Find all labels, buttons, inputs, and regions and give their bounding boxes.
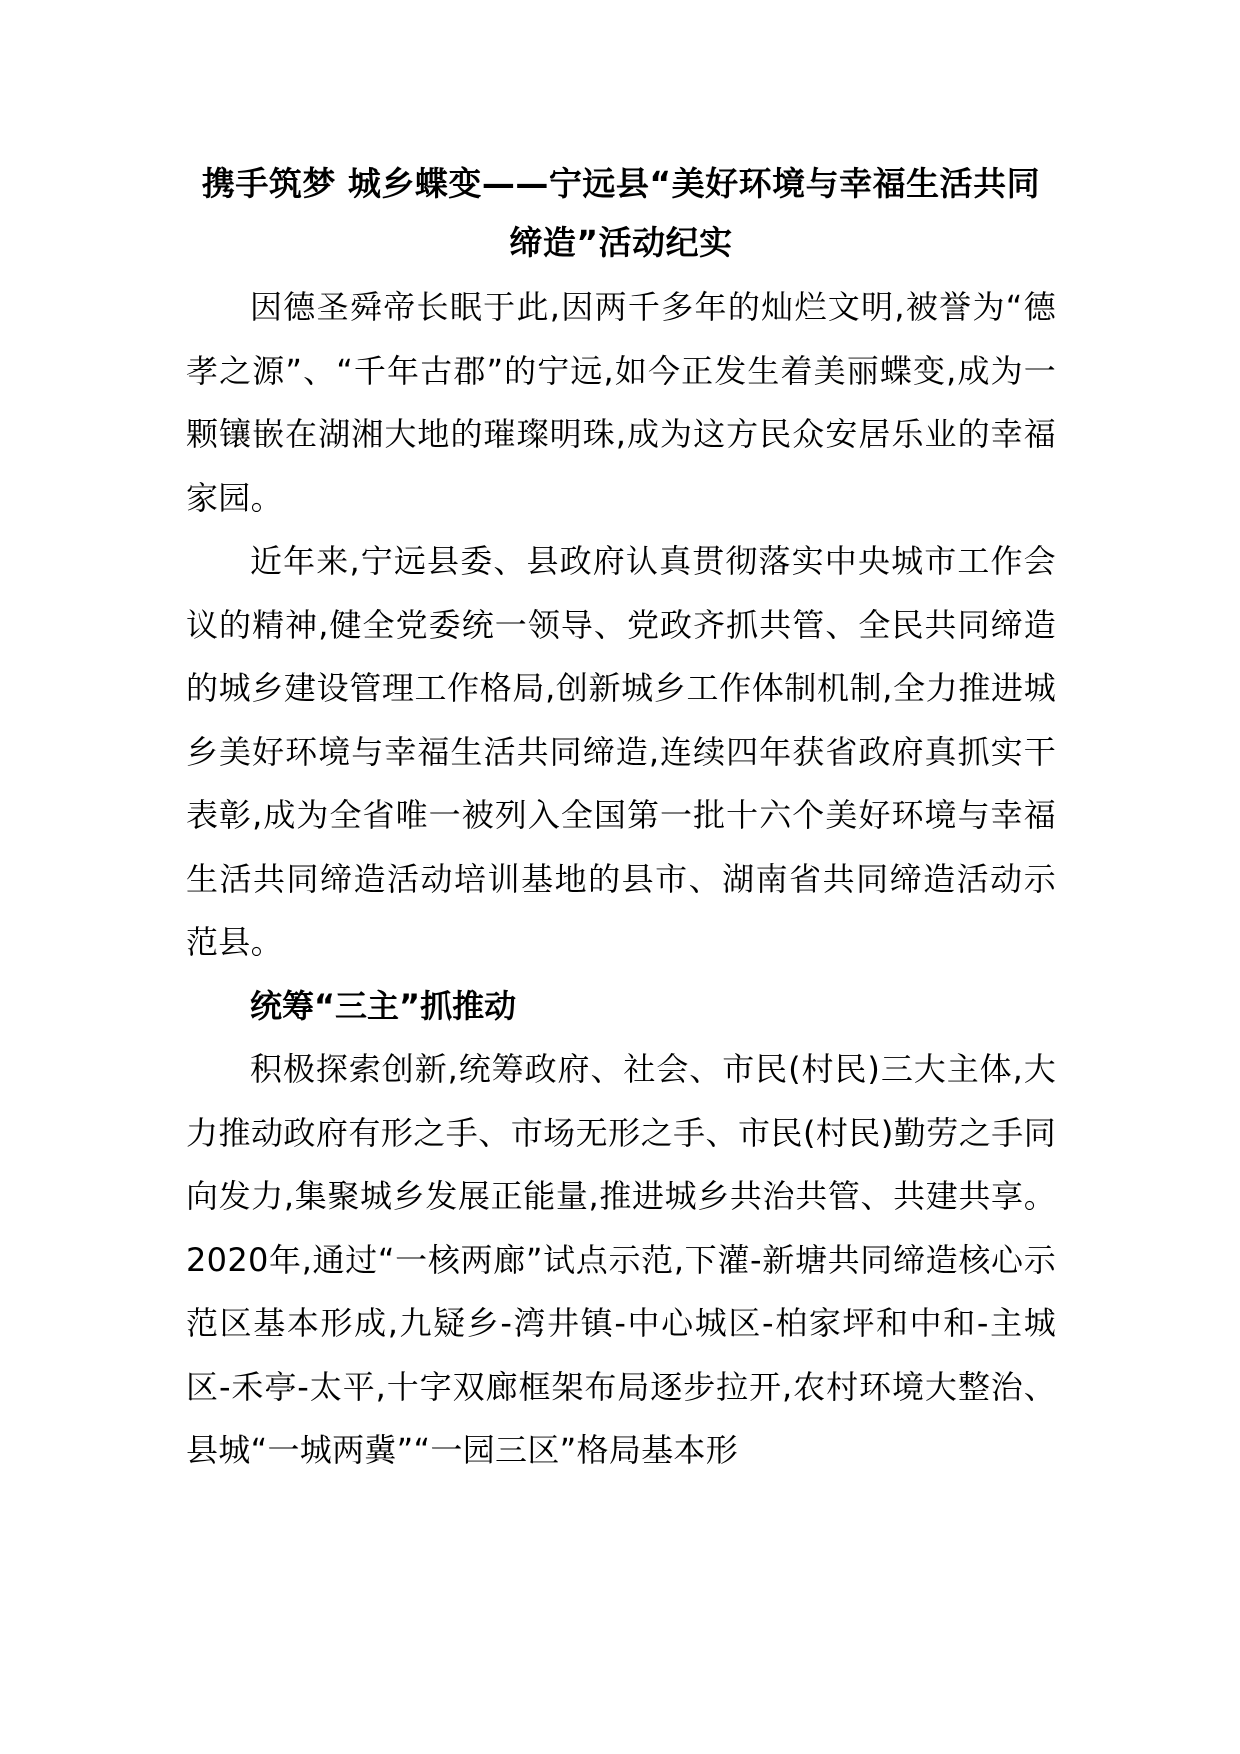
background-paragraph: 近年来,宁远县委、县政府认真贯彻落实中央城市工作会议的精神,健全党委统一领导、党政齐抓共管、全民共同缔造的城乡建设管理工作格局,创新城乡工作体制机制,全力推进城乡美好环境与幸福生活共同缔造,连续四年获省政府真抓实干表彰,成为全省唯一被列入全国第一批十六个美好环境与幸福生活共同缔造活动培训基地的县市、湖南省共同缔造活动示范县。 (186, 542, 1056, 961)
document-title: 携手筑梦 城乡蝶变——宁远县“美好环境与幸福生活共同缔造”活动纪实 (201, 164, 1041, 262)
intro-paragraph: 因德圣舜帝长眠于此,因两千多年的灿烂文明,被誉为“德孝之源”、“千年古郡”的宁远,如今正发生着美丽蝶变,成为一颗镶嵌在湖湘大地的璀璨明珠,成为这方民众安居乐业的幸福家园。 (186, 288, 1056, 517)
section-paragraph: 积极探索创新,统筹政府、社会、市民(村民)三大主体,大力推动政府有形之手、市场无形之手、市民(村民)勤劳之手同向发力,集聚城乡发展正能量,推进城乡共治共管、共建共享。2020年,通过“一核两廊”试点示范,下灌-新塘共同缔造核心示范区基本形成,九疑乡-湾井镇-中心城区-柏家坪和中和-主城区-禾亭-太平,十字双廊框架布局逐步拉开,农村环境大整治、县城“一城两冀”“一园三区”格局基本形 (186, 1050, 1056, 1469)
document-body (186, 154, 1056, 1483)
section-heading: 统筹“三主”抓推动 (250, 986, 517, 1025)
